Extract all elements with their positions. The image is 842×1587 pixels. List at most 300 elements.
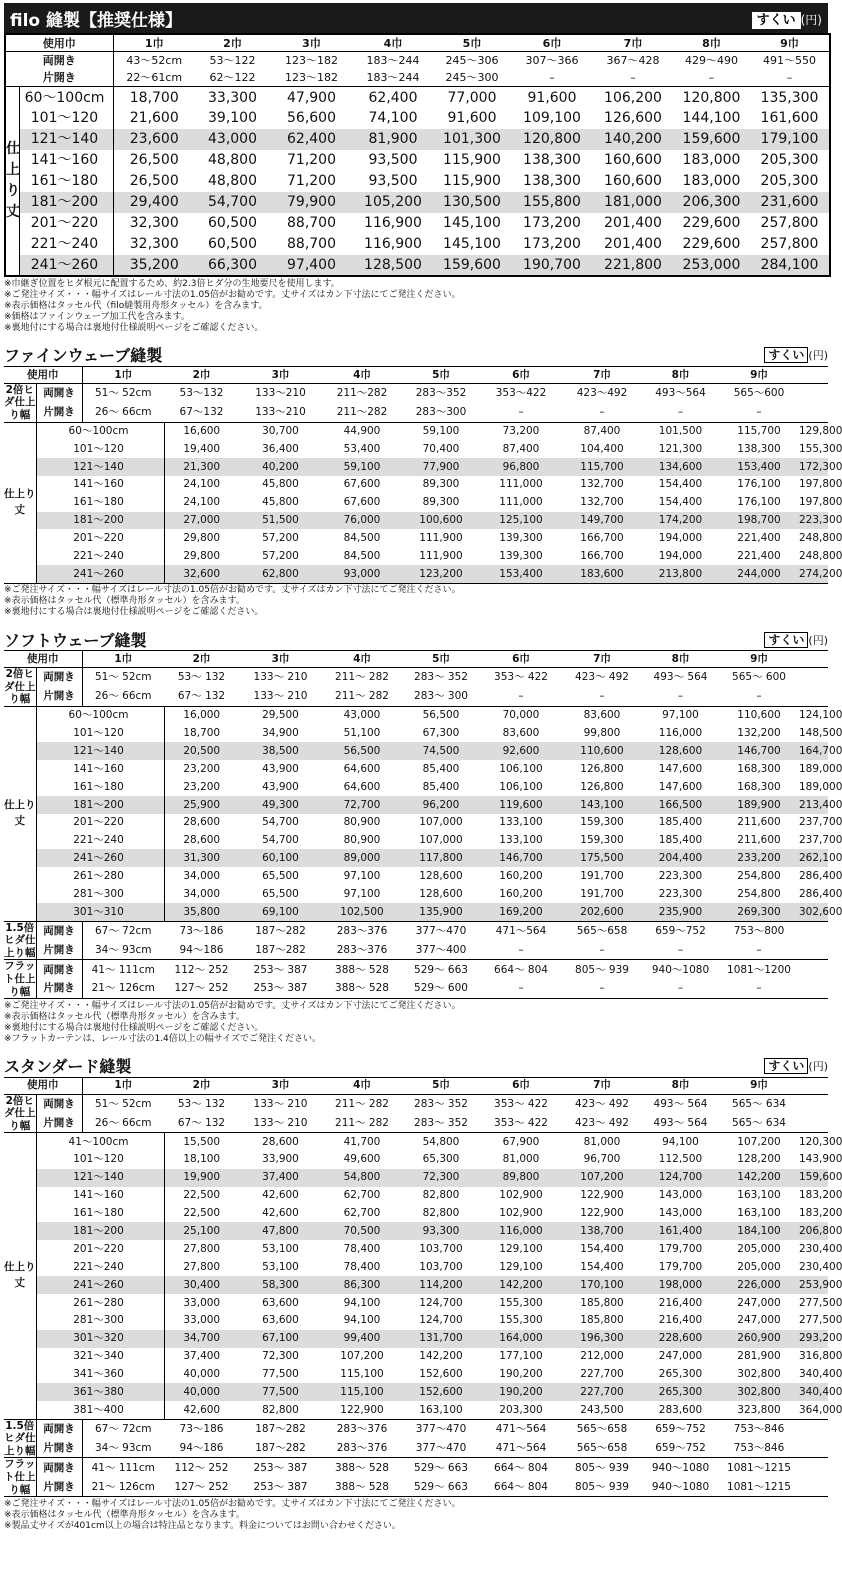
price-value: 97,100 [343, 870, 381, 883]
width-range: 805〜 939 [575, 1461, 629, 1474]
note-line: ※ご発注サイズ・・・幅サイズはレール寸法の1.05倍がお勧めです。丈サイズはカン下寸法にてご発注ください。 [4, 289, 461, 300]
price-value: 183,600 [580, 567, 624, 580]
price-value: 201,400 [604, 236, 662, 253]
width-range: 283〜376 [336, 924, 388, 937]
width-range: 283〜352 [415, 386, 467, 399]
height-range: 60〜100cm [68, 709, 129, 722]
price-value: 21,600 [113, 108, 195, 129]
price-row [5, 255, 830, 276]
width-range: 423〜 492 [575, 1097, 629, 1110]
width-range: 377〜400 [415, 943, 467, 956]
price-value: 82,800 [422, 1207, 460, 1220]
price-value: 29,400 [113, 192, 195, 213]
width-range: – [677, 405, 684, 418]
price-value: 29,800 [164, 529, 239, 547]
price-value: 102,500 [340, 905, 384, 918]
price-value: 159,600 [682, 131, 741, 148]
price-value: 62,700 [343, 1189, 381, 1202]
note-line: ※ご発注サイズ・・・幅サイズはレール寸法の1.05倍がお勧めです。丈サイズはカン下寸法にてご発注ください。 [4, 585, 461, 596]
width-range: 211〜 282 [335, 1116, 389, 1129]
open-type-label: 片開き [43, 943, 75, 956]
price-value: 169,200 [499, 905, 543, 918]
width-range: 133〜 210 [253, 690, 308, 703]
price-value: 205,300 [760, 152, 819, 169]
price-value: 115,700 [580, 460, 624, 473]
price-value: 142,200 [499, 1278, 543, 1291]
price-value: 144,100 [682, 110, 741, 127]
price-value: 140,200 [604, 131, 662, 148]
width-range: 283〜 300 [414, 690, 468, 703]
price-value: 67,100 [262, 1332, 299, 1345]
price-row [4, 1312, 828, 1330]
price-value: 237,700 [799, 834, 842, 847]
price-value: 233,200 [737, 852, 781, 865]
price-value: 37,400 [164, 1348, 239, 1366]
price-value: 154,400 [580, 1242, 624, 1255]
price-value: 173,200 [523, 215, 581, 232]
width-range: 73〜186 [179, 924, 224, 937]
column-header: 7巾 [623, 36, 643, 50]
price-value: 111,000 [499, 478, 543, 491]
height-range: 361〜380 [73, 1386, 124, 1399]
width-range: 491〜550 [763, 54, 816, 68]
width-range: 388〜 528 [335, 963, 389, 976]
width-range: 34〜 93cm [82, 940, 164, 959]
price-value: 37,400 [262, 1171, 299, 1184]
width-range: 94〜186 [179, 1441, 224, 1454]
price-value: 228,600 [658, 1332, 703, 1345]
note-line: ※表示価格はタッセル代（標準舟形タッセル）を含みます。 [4, 1011, 245, 1022]
price-value: 340,400 [799, 1368, 842, 1381]
price-value: 107,000 [419, 834, 463, 847]
price-value: 202,600 [580, 905, 624, 918]
price-value: 106,100 [499, 762, 543, 775]
note-line: ※裏地付にする場合は裏地付仕様説明ページをご確認ください。 [4, 1022, 264, 1033]
price-row [5, 129, 830, 150]
price-row [4, 1348, 828, 1366]
price-value: 67,900 [502, 1135, 540, 1148]
price-value: 56,500 [422, 709, 460, 722]
price-value: 183,200 [799, 1189, 842, 1202]
column-header: 8巾 [702, 36, 721, 50]
price-value: 122,900 [340, 1403, 384, 1416]
price-value: 185,400 [658, 816, 703, 829]
price-value: 160,600 [604, 173, 662, 190]
height-range: 141〜160 [73, 478, 124, 491]
price-value: 204,400 [658, 852, 703, 865]
price-value: 67,300 [422, 726, 460, 739]
side-label: 仕上り丈 [4, 1133, 36, 1419]
price-value: 41,700 [343, 1135, 381, 1148]
price-value: 323,800 [737, 1403, 781, 1416]
width-range: – [549, 71, 555, 85]
price-value: 227,700 [580, 1386, 624, 1399]
price-value: 115,100 [340, 1386, 384, 1399]
price-value: 120,800 [523, 131, 581, 148]
section-header [4, 1055, 828, 1077]
unit-label: (円) [800, 12, 822, 27]
price-value: 230,400 [799, 1260, 842, 1273]
price-value: 59,100 [422, 425, 460, 437]
notes [4, 279, 828, 334]
column-header: 7巾 [593, 1079, 611, 1092]
price-row [5, 192, 830, 213]
price-value: 284,100 [760, 256, 819, 273]
width-range: 471〜564 [495, 924, 547, 937]
height-range: 181〜200 [30, 194, 99, 211]
price-value: 77,500 [262, 1386, 299, 1399]
height-range: 101〜120 [73, 442, 124, 455]
width-range: 493〜 564 [653, 1116, 708, 1129]
price-value: 43,900 [262, 762, 299, 775]
price-value: 277,500 [799, 1296, 842, 1309]
width-range: 94〜186 [179, 943, 224, 956]
height-range: 60〜100cm [68, 425, 129, 437]
column-header: 2巾 [192, 1079, 211, 1092]
price-value: 32,600 [164, 565, 239, 583]
price-value: 66,300 [208, 256, 257, 273]
price-value: 96,800 [502, 460, 540, 473]
price-row [4, 1133, 828, 1151]
column-header-row [4, 651, 828, 668]
price-value: 103,700 [419, 1260, 463, 1273]
height-range: 221〜240 [73, 1260, 124, 1273]
price-value: 33,000 [164, 1312, 239, 1330]
price-value: 166,500 [658, 798, 703, 811]
price-value: 89,000 [343, 852, 381, 865]
width-range: – [518, 982, 524, 995]
notes [4, 585, 828, 618]
width-range: 253〜 387 [253, 963, 308, 976]
price-value: 83,600 [502, 726, 540, 739]
price-value: 40,000 [164, 1383, 239, 1401]
price-row [4, 512, 828, 530]
price-value: 221,800 [604, 256, 662, 273]
price-value: 117,800 [419, 852, 463, 865]
price-value: 281,900 [737, 1350, 781, 1363]
price-row [4, 440, 828, 458]
price-value: 97,100 [343, 887, 381, 900]
price-value: 175,500 [580, 852, 624, 865]
height-range: 161〜180 [30, 173, 99, 190]
sukui-badge: すくい [752, 12, 801, 29]
price-value: 123,200 [419, 567, 463, 580]
price-value: 173,200 [523, 236, 581, 253]
price-value: 38,500 [262, 744, 299, 757]
column-header: 使用巾 [27, 652, 59, 665]
price-value: 107,000 [419, 816, 463, 829]
price-value: 302,800 [737, 1368, 781, 1381]
price-value: 89,300 [422, 496, 460, 509]
price-value: 205,000 [737, 1242, 781, 1255]
height-range: 221〜240 [73, 549, 124, 562]
width-range: 26〜 66cm [82, 403, 164, 422]
width-group-label: 1.5倍ヒダ仕上り幅 [4, 921, 36, 959]
price-value: 19,400 [164, 440, 239, 458]
width-range: 753〜800 [733, 924, 785, 937]
price-value: 23,200 [164, 760, 239, 778]
price-value: 185,400 [658, 834, 703, 847]
price-value: 59,100 [343, 460, 381, 473]
width-range: 940〜1080 [651, 1461, 710, 1474]
width-range: 388〜 528 [335, 1461, 389, 1474]
price-value: 148,500 [799, 726, 842, 739]
width-range: 565〜 634 [732, 1116, 786, 1129]
height-range: 181〜200 [73, 514, 124, 527]
width-range: 183〜244 [366, 71, 420, 85]
price-value: 230,400 [799, 1242, 842, 1255]
price-value: 124,700 [419, 1314, 463, 1327]
price-value: 81,000 [583, 1135, 621, 1148]
price-value: 155,300 [799, 442, 842, 455]
price-value: 161,600 [760, 110, 819, 127]
price-value: 54,800 [422, 1135, 460, 1148]
price-value: 58,300 [262, 1278, 299, 1291]
price-value: 221,400 [737, 549, 781, 562]
price-value: 191,700 [580, 887, 624, 900]
price-value: 26,500 [113, 150, 195, 171]
open-type-label: 片開き [43, 1441, 75, 1454]
open-type-label: 両開き [43, 671, 75, 684]
price-value: 265,300 [658, 1368, 703, 1381]
width-range: 283〜 352 [414, 1097, 468, 1110]
height-range: 121〜140 [73, 1171, 124, 1184]
price-value: 277,500 [799, 1314, 842, 1327]
price-value: 153,400 [737, 460, 781, 473]
width-row [4, 960, 828, 979]
price-value: 77,000 [447, 89, 497, 106]
price-value: 124,700 [419, 1296, 463, 1309]
price-unit-area [752, 9, 822, 28]
price-value: 70,000 [502, 709, 540, 722]
price-value: 54,800 [343, 1171, 381, 1184]
column-header: 5巾 [432, 368, 450, 381]
price-value: 203,300 [499, 1403, 543, 1416]
price-value: 138,700 [580, 1225, 624, 1238]
price-value: 53,100 [262, 1242, 299, 1255]
price-value: 213,400 [799, 798, 842, 811]
width-range: 353〜422 [495, 386, 547, 399]
width-range: 388〜 528 [335, 1480, 389, 1493]
price-value: 93,500 [368, 152, 418, 169]
column-header: 4巾 [353, 1079, 371, 1092]
height-range: 241〜260 [30, 256, 99, 273]
width-row [5, 52, 830, 70]
notes [4, 1499, 828, 1532]
column-header: 7巾 [593, 652, 611, 665]
price-value: 302,800 [737, 1386, 781, 1399]
price-value: 143,000 [658, 1189, 703, 1202]
price-value: 62,400 [287, 131, 336, 148]
price-value: 190,700 [523, 256, 581, 273]
price-value: 51,100 [343, 726, 381, 739]
price-value: 174,200 [658, 514, 703, 527]
price-value: 205,300 [760, 173, 819, 190]
price-value: 109,100 [523, 110, 581, 127]
width-range: 423〜492 [576, 386, 628, 399]
column-header: 9巾 [750, 1079, 768, 1092]
width-range: 753〜846 [733, 1441, 785, 1454]
price-value: 206,300 [682, 194, 741, 211]
price-unit-area [764, 1057, 828, 1074]
price-value: 149,700 [580, 514, 624, 527]
width-range: 34〜 93cm [82, 1439, 164, 1458]
price-row [5, 213, 830, 234]
price-value: 76,000 [343, 514, 381, 527]
open-type-label: 両開き [42, 54, 76, 68]
width-range: 253〜 387 [253, 1480, 308, 1493]
price-value: 43,000 [208, 131, 257, 148]
side-label: 仕上り丈 [4, 706, 36, 921]
price-value: 45,800 [262, 496, 299, 509]
price-value: 107,200 [737, 1135, 781, 1148]
open-type-label: 両開き [43, 924, 75, 937]
height-range: 221〜240 [30, 236, 99, 253]
price-value: 80,900 [343, 834, 381, 847]
price-value: 43,900 [262, 780, 299, 793]
price-value: 129,800 [799, 425, 842, 437]
price-row [5, 234, 830, 255]
price-value: 221,400 [737, 532, 781, 545]
price-value: 116,900 [364, 236, 422, 253]
open-type-label: 両開き [43, 1097, 75, 1110]
price-value: 57,200 [262, 532, 299, 545]
width-range: 283〜376 [336, 943, 388, 956]
price-value: 168,300 [737, 780, 781, 793]
price-value: 265,300 [658, 1386, 703, 1399]
width-range: 529〜 663 [414, 1480, 468, 1493]
price-value: 216,400 [658, 1296, 703, 1309]
price-value: 94,100 [343, 1314, 381, 1327]
price-value: 159,300 [580, 816, 624, 829]
price-row [4, 458, 828, 476]
column-header: 1巾 [82, 1077, 164, 1094]
width-range: 493〜564 [655, 386, 706, 399]
width-range: 133〜 210 [253, 1116, 308, 1129]
width-range: 367〜428 [606, 54, 660, 68]
price-unit-area [764, 631, 828, 648]
price-value: 67,600 [343, 496, 381, 509]
column-header-row [4, 366, 828, 383]
price-value: 65,300 [422, 1153, 460, 1166]
column-header: 9巾 [780, 36, 799, 50]
price-value: 25,100 [164, 1222, 239, 1240]
column-header: 1巾 [82, 651, 164, 668]
price-value: 248,800 [799, 532, 842, 545]
price-row [4, 476, 828, 494]
price-value: 128,600 [658, 744, 703, 757]
price-value: 64,600 [343, 762, 381, 775]
width-range: 112〜 252 [174, 963, 229, 976]
price-value: 79,900 [287, 194, 336, 211]
column-header-row [4, 1077, 828, 1094]
column-header: 4巾 [353, 368, 371, 381]
width-group-label: 1.5倍ヒダ仕上り幅 [4, 1419, 36, 1457]
price-value: 94,100 [662, 1135, 699, 1148]
width-range: 940〜1080 [651, 1480, 710, 1493]
price-value: 340,400 [799, 1386, 842, 1399]
width-range: 53〜 132 [177, 1097, 226, 1110]
price-value: 159,600 [799, 1171, 842, 1184]
price-value: 87,400 [583, 425, 621, 437]
height-range: 241〜260 [73, 567, 124, 580]
width-range: 283〜 352 [414, 671, 468, 684]
column-header: 4巾 [383, 36, 403, 50]
price-value: 71,200 [287, 152, 336, 169]
price-value: 244,000 [737, 567, 781, 580]
price-value: 194,000 [658, 532, 703, 545]
price-value: 81,000 [502, 1153, 540, 1166]
price-value: 166,700 [580, 549, 624, 562]
price-value: 184,100 [737, 1225, 781, 1238]
price-value: 143,900 [799, 1153, 842, 1166]
price-value: 111,900 [419, 549, 463, 562]
width-range: 805〜 939 [575, 1480, 629, 1493]
price-value: 110,600 [737, 709, 781, 722]
height-range: 181〜200 [73, 798, 124, 811]
width-range: 659〜752 [655, 1422, 706, 1435]
height-range: 381〜400 [73, 1403, 124, 1416]
price-value: 154,400 [658, 478, 703, 491]
price-table [4, 366, 842, 583]
price-value: 16,600 [164, 422, 239, 440]
width-range: 67〜 132 [177, 1116, 226, 1129]
price-value: 194,000 [658, 549, 703, 562]
price-value: 29,800 [164, 547, 239, 565]
price-value: 28,600 [262, 1135, 299, 1148]
price-value: 49,600 [343, 1153, 381, 1166]
price-value: 124,100 [799, 709, 842, 722]
price-value: 21,300 [164, 458, 239, 476]
price-value: 227,700 [580, 1368, 624, 1381]
price-value: 74,500 [422, 744, 460, 757]
width-range: 187〜282 [255, 1441, 306, 1454]
width-range: – [708, 71, 715, 85]
open-type-label: 両開き [43, 1461, 75, 1474]
note-line: ※表示価格はタッセル代（filo縫製用舟形タッセル）を含みます。 [4, 300, 268, 311]
price-value: 33,300 [208, 89, 257, 106]
price-value: 145,100 [443, 215, 501, 232]
price-value: 122,900 [580, 1207, 624, 1220]
width-range: 41〜 111cm [82, 960, 164, 979]
section-title: filo 縫製【推奨仕様】 [10, 10, 183, 31]
price-value: 116,000 [499, 1225, 543, 1238]
width-range: 493〜 564 [653, 1097, 708, 1110]
height-range: 121〜140 [30, 131, 99, 148]
price-value: 211,600 [737, 816, 781, 829]
price-value: 77,900 [422, 460, 460, 473]
width-group-label: 2倍ヒダ仕上り幅 [4, 1094, 36, 1132]
price-row [4, 1187, 828, 1205]
price-value: 72,300 [422, 1171, 460, 1184]
price-value: 198,700 [737, 514, 781, 527]
price-value: 39,100 [208, 110, 257, 127]
section-title: ソフトウェーブ縫製 [4, 630, 147, 650]
price-row [4, 422, 828, 440]
price-value: 18,700 [113, 87, 195, 108]
width-range: 211〜 282 [335, 1097, 389, 1110]
price-value: 70,500 [343, 1225, 381, 1238]
width-range: 664〜 804 [494, 963, 548, 976]
price-value: 135,900 [419, 905, 463, 918]
price-value: 198,000 [658, 1278, 703, 1291]
price-value: 40,000 [164, 1365, 239, 1383]
price-value: 274,200 [799, 567, 842, 580]
price-value: 229,600 [682, 215, 741, 232]
price-value: 99,400 [343, 1332, 381, 1345]
width-range: 377〜470 [415, 924, 467, 937]
width-range: 53〜 132 [177, 671, 226, 684]
